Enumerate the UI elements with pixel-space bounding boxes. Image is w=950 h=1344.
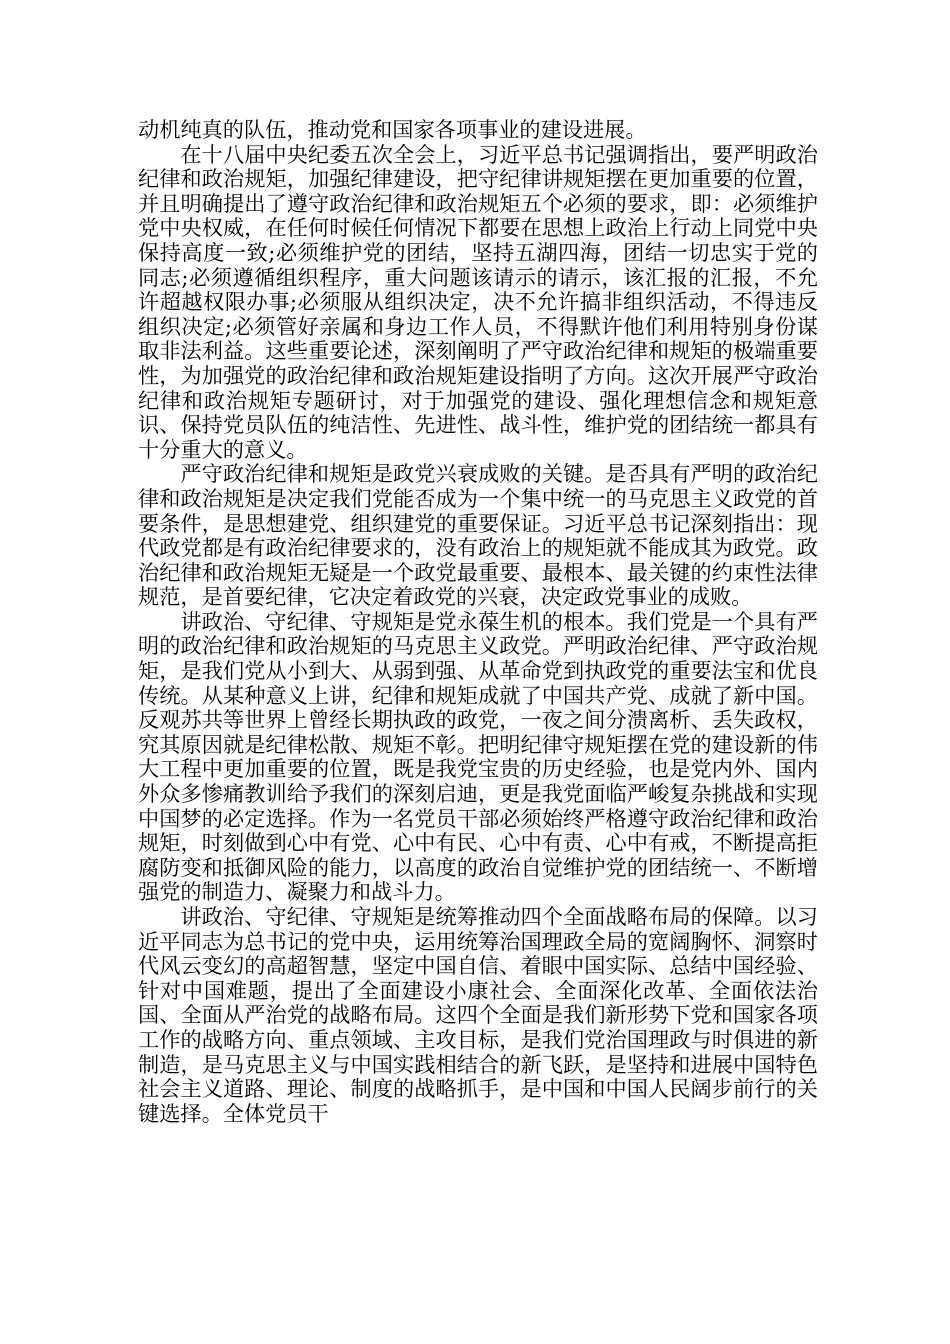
paragraph-1: 动机纯真的队伍，推动党和国家各项事业的建设进展。 <box>138 117 647 142</box>
paragraph-3: 严守政治纪律和规矩是政党兴衰成败的关键。是否具有严明的政治纪律和政治规矩是决定我们党能否成为一个集中统一的马克思主义政党的首要条件，是思想建党、组织建党的重要保证。习近平总书记深刻指出：现代政党都是有政治纪律要求的，没有政治上的规矩就不能成其为政党。政治纪律和政治规矩无疑是一个政党最重要、最根本、最关键的约束性法律规范，是首要纪律，它决定着政党的兴衰，决定政党事业的成败。 <box>138 461 818 610</box>
paragraph-2: 在十八届中央纪委五次全会上，习近平总书记强调指出，要严明政治纪律和政治规矩，加强纪律建设，把守纪律讲规矩摆在更加重要的位置，并且明确提出了遵守政治纪律和政治规矩五个必须的要求，即：必须维护党中央权威，在任何时候任何情况下都要在思想上政治上行动上同党中央保持高度一致;必须维护党的团结，坚持五湖四海，团结一切忠实于党的同志;必须遵循组织程序，重大问题该请示的请示，该汇报的汇报，不允许超越权限办事;必须服从组织决定，决不允许搞非组织活动，不得违反组织决定;必须管好亲属和身边工作人员，不得默许他们利用特别身份谋取非法利益。这些重要论述，深刻阐明了严守政治纪律和规矩的极端重要性，为加强党的政治纪律和政治规矩建设指明了方向。这次开展严守政治纪律和政治规矩专题研讨，对于加强党的建设、强化理想信念和规矩意识、保持党员队伍的纯洁性、先进性、战斗性，维护党的团结统一都具有十分重大的意义。 <box>138 141 818 462</box>
document-body <box>138 118 818 1126</box>
paragraph-5: 讲政治、守纪律、守规矩是统筹推动四个全面战略布局的保障。以习近平同志为总书记的党中央，运用统筹治国理政全局的宽阔胸怀、洞察时代风云变幻的高超智慧，坚定中国自信、着眼中国实际、总结中国经验、针对中国难题，提出了全面建设小康社会、全面深化改革、全面依法治国、全面从严治党的战略布局。这四个全面是我们新形势下党和国家各项工作的战略方向、重点领域、主攻目标，是我们党治国理政与时俱进的新制造，是马克思主义与中国实践相结合的新飞跃，是坚持和进展中国特色社会主义道路、理论、制度的战略抓手，是中国和中国人民阔步前行的关键选择。全体党员干 <box>138 904 818 1126</box>
paragraph-4: 讲政治、守纪律、守规矩是党永葆生机的根本。我们党是一个具有严明的政治纪律和政治规矩的马克思主义政党。严明政治纪律、严守政治规矩，是我们党从小到大、从弱到强、从革命党到执政党的重要法宝和优良传统。从某种意义上讲，纪律和规矩成就了中国共产党、成就了新中国。反观苏共等世界上曾经长期执政的政党，一夜之间分溃离析、丢失政权，究其原因就是纪律松散、规矩不彰。把明纪律守规矩摆在党的建设新的伟大工程中更加重要的位置，既是我党宝贵的历史经验，也是党内外、国内外众多惨痛教训给予我们的深刻启迪，更是我党面临严峻复杂挑战和实现中国梦的必定选择。作为一名党员干部必须始终严格遵守政治纪律和政治规矩，时刻做到心中有党、心中有民、心中有责、心中有戒，不断提高拒腐防变和抵御风险的能力，以高度的政治自觉维护党的团结统一、不断增强党的制造力、凝聚力和战斗力。 <box>138 608 818 905</box>
